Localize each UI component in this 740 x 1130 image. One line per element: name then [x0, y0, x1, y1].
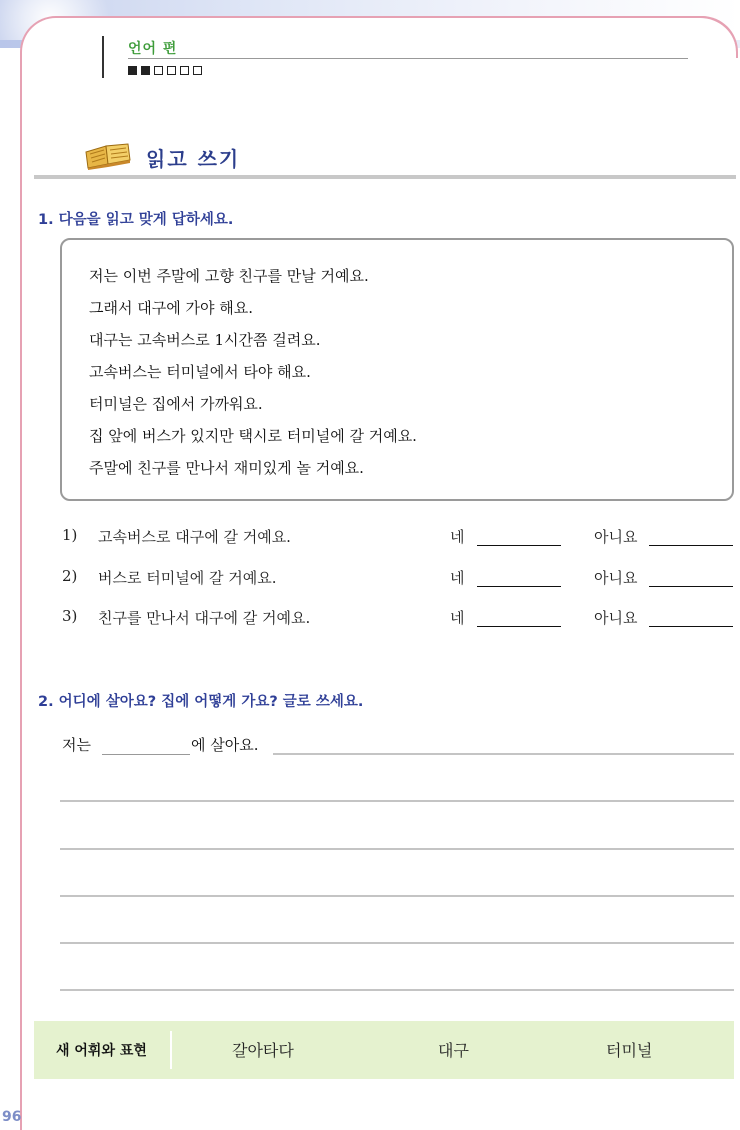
item-statement: 고속버스로 대구에 갈 거예요.: [98, 528, 291, 546]
open-book-icon: [84, 142, 132, 174]
item-statement: 버스로 터미널에 갈 거예요.: [98, 569, 277, 587]
writing-line[interactable]: [273, 753, 734, 755]
header-rule: [128, 58, 688, 59]
passage-line: 터미널은 집에서 가까워요.: [89, 395, 263, 413]
item-number: 3): [62, 607, 78, 625]
vocabulary-word: 갈아타다: [232, 1041, 294, 1060]
item-number: 2): [62, 567, 78, 585]
vocabulary-divider: [170, 1031, 172, 1069]
writing-line[interactable]: [60, 989, 734, 991]
true-false-item: [62, 526, 740, 550]
yes-answer-blank[interactable]: [477, 586, 561, 587]
writing-prefix: 저는: [62, 736, 91, 754]
yes-answer-blank[interactable]: [477, 545, 561, 546]
writing-line[interactable]: [60, 895, 734, 897]
yes-answer-blank[interactable]: [477, 626, 561, 627]
no-answer-blank[interactable]: [649, 586, 733, 587]
no-label: 아니요: [594, 569, 638, 587]
passage-line: 대구는 고속버스로 1시간쯤 걸려요.: [89, 331, 321, 349]
question-1-title: 1. 다음을 읽고 맞게 답하세요.: [38, 212, 234, 228]
no-answer-blank[interactable]: [649, 545, 733, 546]
progress-square: [128, 66, 137, 75]
vocabulary-label: 새 어휘와 표현: [56, 1043, 147, 1059]
section-rule: [34, 175, 736, 179]
writing-line[interactable]: [60, 848, 734, 850]
true-false-item: [62, 607, 740, 631]
no-label: 아니요: [594, 528, 638, 546]
yes-label: 네: [450, 569, 465, 587]
passage-line: 주말에 친구를 만나서 재미있게 놀 거예요.: [89, 459, 364, 477]
progress-square: [193, 66, 202, 75]
header-divider: [102, 36, 104, 78]
chapter-label: 언어 편: [128, 41, 178, 57]
yes-label: 네: [450, 609, 465, 627]
no-answer-blank[interactable]: [649, 626, 733, 627]
passage-line: 집 앞에 버스가 있지만 택시로 터미널에 갈 거예요.: [89, 427, 417, 445]
progress-square: [180, 66, 189, 75]
question-2-title: 2. 어디에 살아요? 집에 어떻게 가요? 글로 쓰세요.: [38, 694, 364, 710]
progress-square: [167, 66, 176, 75]
place-blank[interactable]: [102, 754, 190, 755]
no-label: 아니요: [594, 609, 638, 627]
passage-line: 저는 이번 주말에 고향 친구를 만날 거예요.: [89, 267, 369, 285]
item-number: 1): [62, 526, 78, 544]
page-number: 96: [2, 1109, 22, 1125]
item-statement: 친구를 만나서 대구에 갈 거예요.: [98, 609, 311, 627]
writing-line[interactable]: [60, 800, 734, 802]
vocabulary-word: 터미널: [606, 1041, 653, 1060]
vocabulary-word: 대구: [438, 1041, 469, 1060]
writing-suffix: 에 살아요.: [191, 736, 259, 754]
progress-square: [154, 66, 163, 75]
true-false-item: [62, 567, 740, 591]
passage-line: 그래서 대구에 가야 해요.: [89, 299, 253, 317]
vocabulary-bar: [34, 1021, 734, 1079]
writing-line[interactable]: [60, 942, 734, 944]
progress-square: [141, 66, 150, 75]
passage-line: 고속버스는 터미널에서 타야 해요.: [89, 363, 311, 381]
progress-squares: [128, 66, 202, 75]
yes-label: 네: [450, 528, 465, 546]
section-title: 읽고 쓰기: [146, 147, 241, 171]
